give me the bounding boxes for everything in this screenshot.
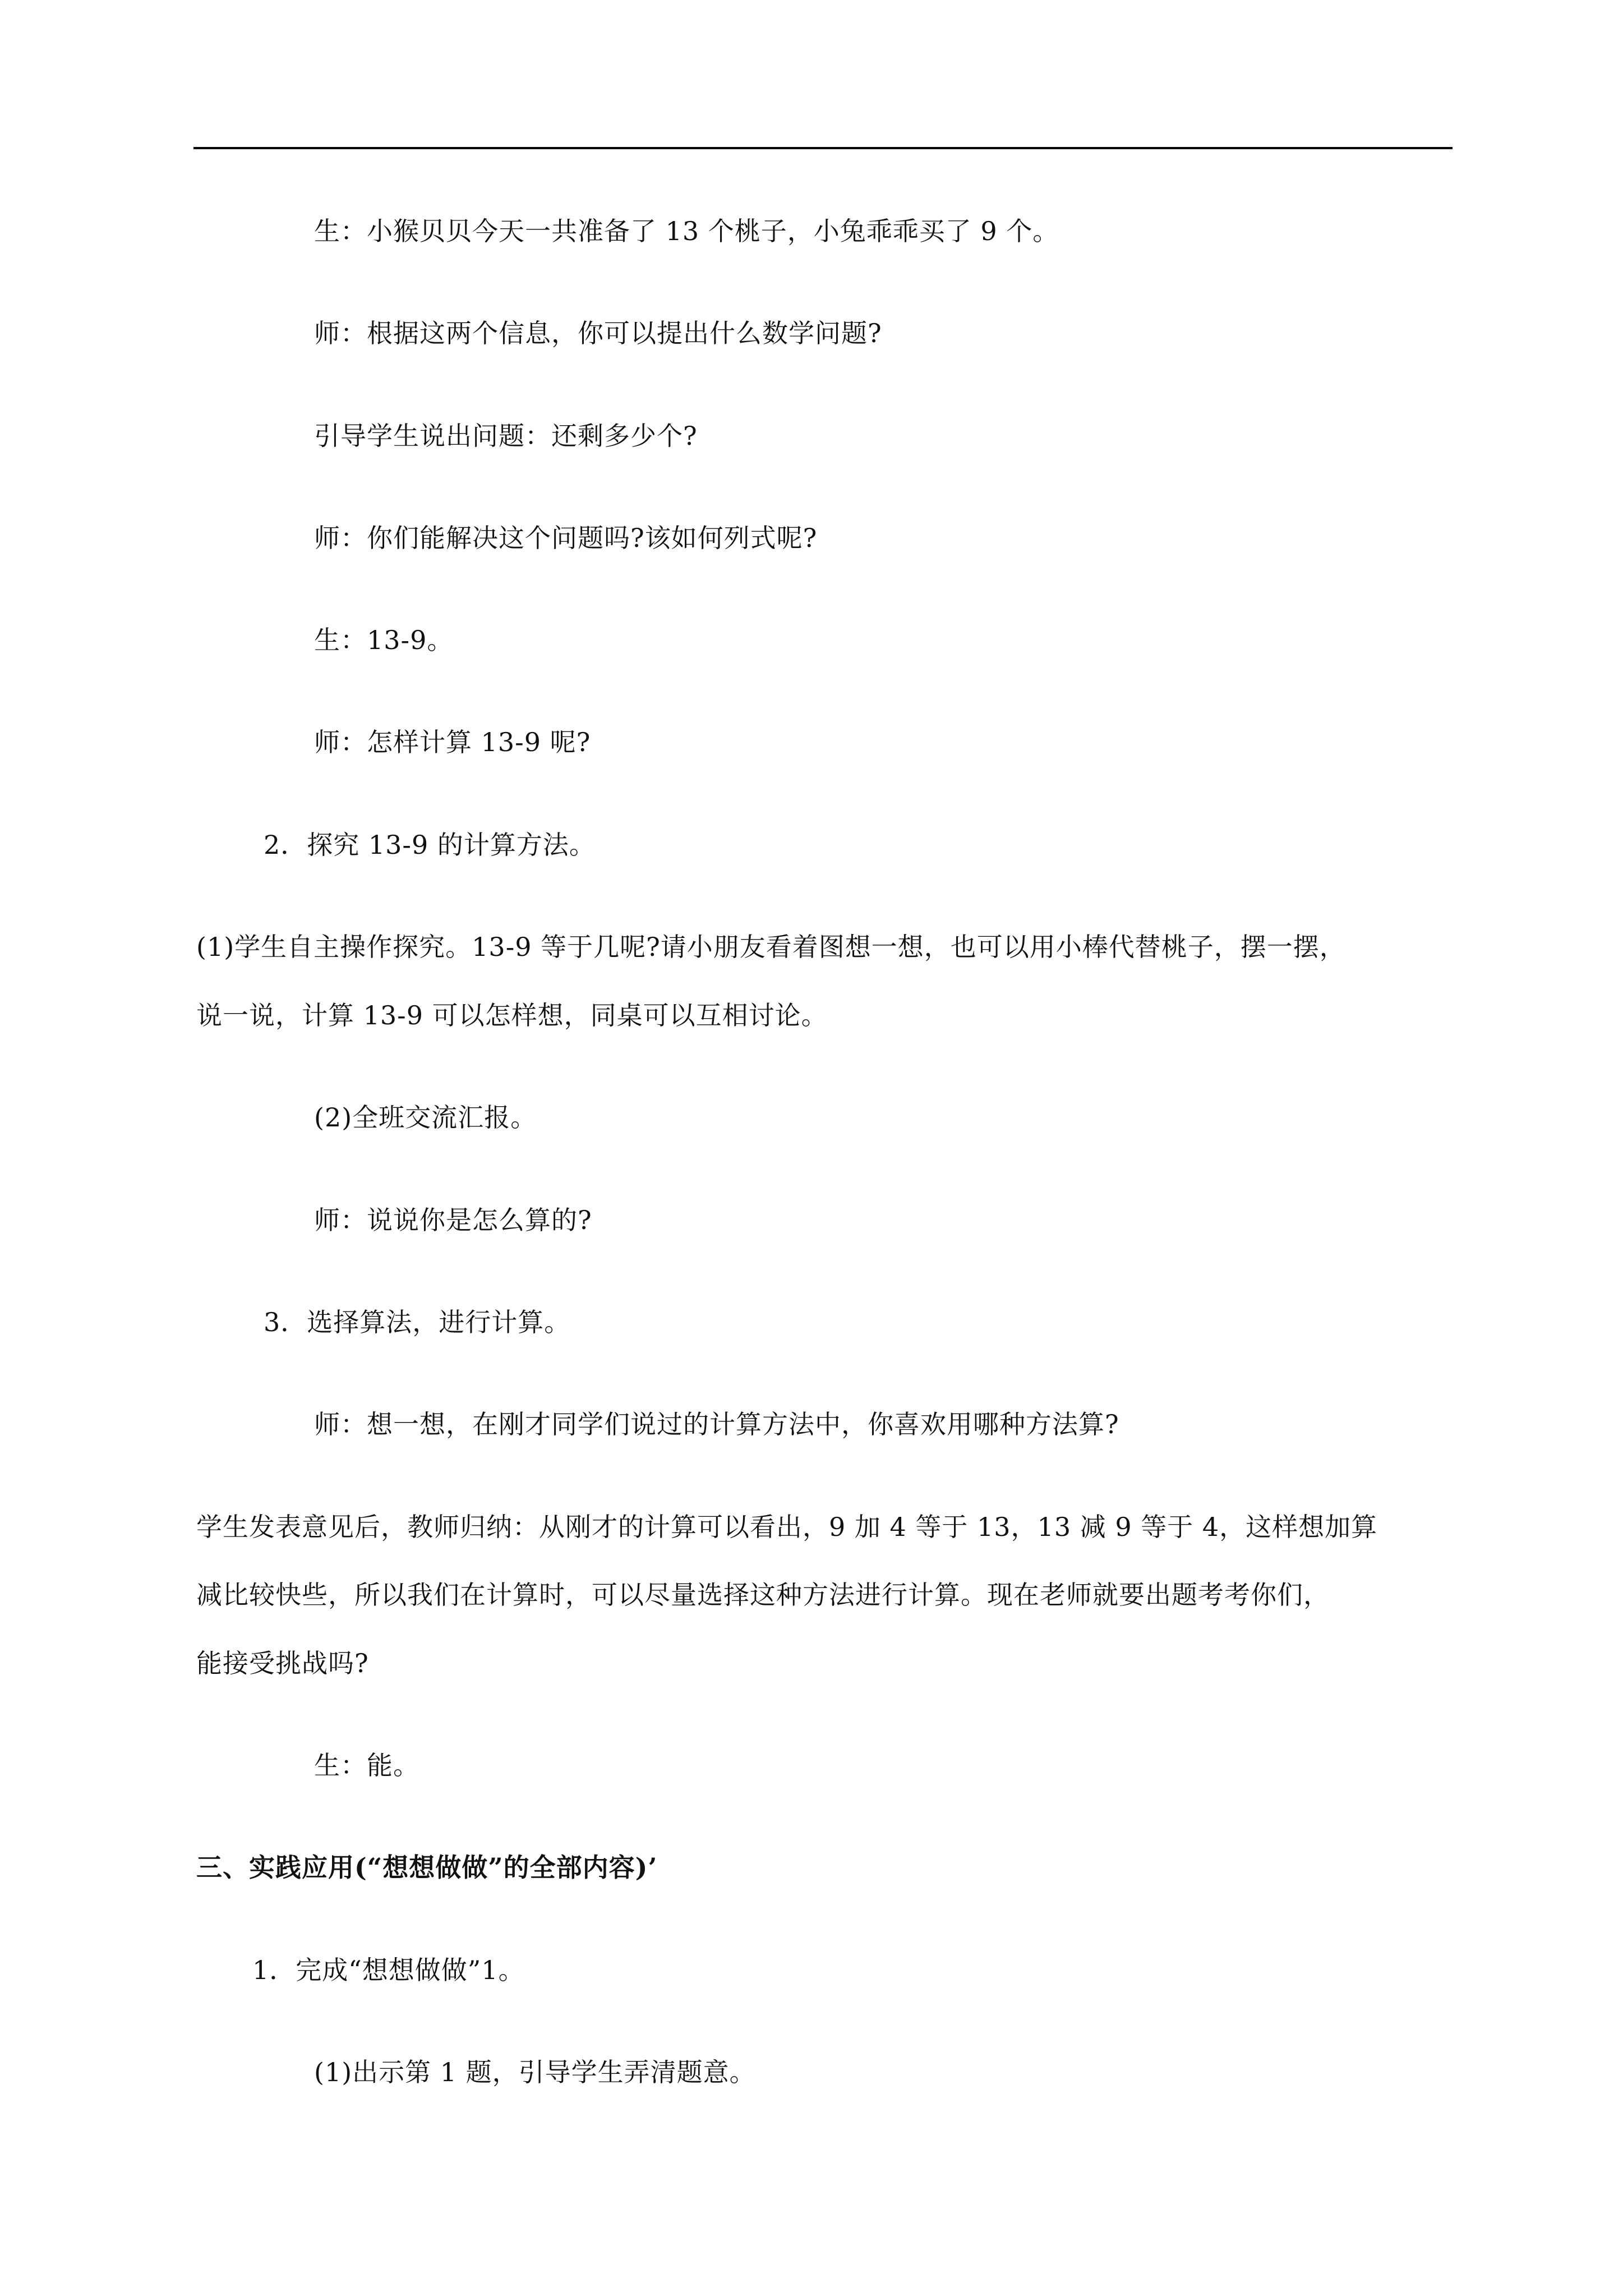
paragraph-student-peaches: 生：小猴贝贝今天一共准备了 13 个桃子，小兔乖乖买了 9 个。 bbox=[314, 216, 1059, 246]
paragraph-teacher-question: 师：根据这两个信息，你可以提出什么数学问题? bbox=[314, 318, 882, 348]
paragraph-summary-line1: 学生发表意见后，教师归纳：从刚才的计算可以看出，9 加 4 等于 13，13 减 9 等于 4，这样想加算 bbox=[196, 1512, 1378, 1542]
item-1-heading: 1．完成“想想做做”1。 bbox=[252, 1955, 525, 1985]
section-3-heading: 3．选择算法，进行计算。 bbox=[264, 1307, 571, 1337]
paragraph-teacher-how: 师：怎样计算 13-9 呢? bbox=[314, 727, 591, 757]
paragraph-teacher-think: 师：想一想，在刚才同学们说过的计算方法中，你喜欢用哪种方法算? bbox=[314, 1409, 1119, 1439]
paragraph-explore-line2: 说一说，计算 13-9 可以怎样想，同桌可以互相讨论。 bbox=[196, 1000, 828, 1030]
paragraph-class-report: (2)全班交流汇报。 bbox=[314, 1102, 537, 1133]
paragraph-teacher-tell: 师：说说你是怎么算的? bbox=[314, 1205, 592, 1235]
paragraph-student-yes: 生：能。 bbox=[314, 1750, 419, 1780]
section-2-heading: 2．探究 13-9 的计算方法。 bbox=[264, 830, 596, 860]
paragraph-explore-line1: (1)学生自主操作探究。13-9 等于几呢?请小朋友看着图想一想，也可以用小棒代替桃子，摆一摆， bbox=[196, 932, 1346, 962]
paragraph-show-question: (1)出示第 1 题，引导学生弄清题意。 bbox=[314, 2057, 756, 2087]
paragraph-student-expression: 生：13-9。 bbox=[314, 625, 454, 655]
section-practice-heading: 三、实践应用(“想想做做”的全部内容)’ bbox=[196, 1852, 658, 1883]
paragraph-summary-line3: 能接受挑战吗? bbox=[196, 1648, 369, 1678]
paragraph-guide-question: 引导学生说出问题：还剩多少个? bbox=[314, 421, 698, 451]
header-rule bbox=[193, 147, 1453, 149]
paragraph-teacher-solve: 师：你们能解决这个问题吗?该如何列式呢? bbox=[314, 523, 818, 553]
paragraph-summary-line2: 减比较快些，所以我们在计算时，可以尽量选择这种方法进行计算。现在老师就要出题考考你们， bbox=[196, 1580, 1330, 1610]
